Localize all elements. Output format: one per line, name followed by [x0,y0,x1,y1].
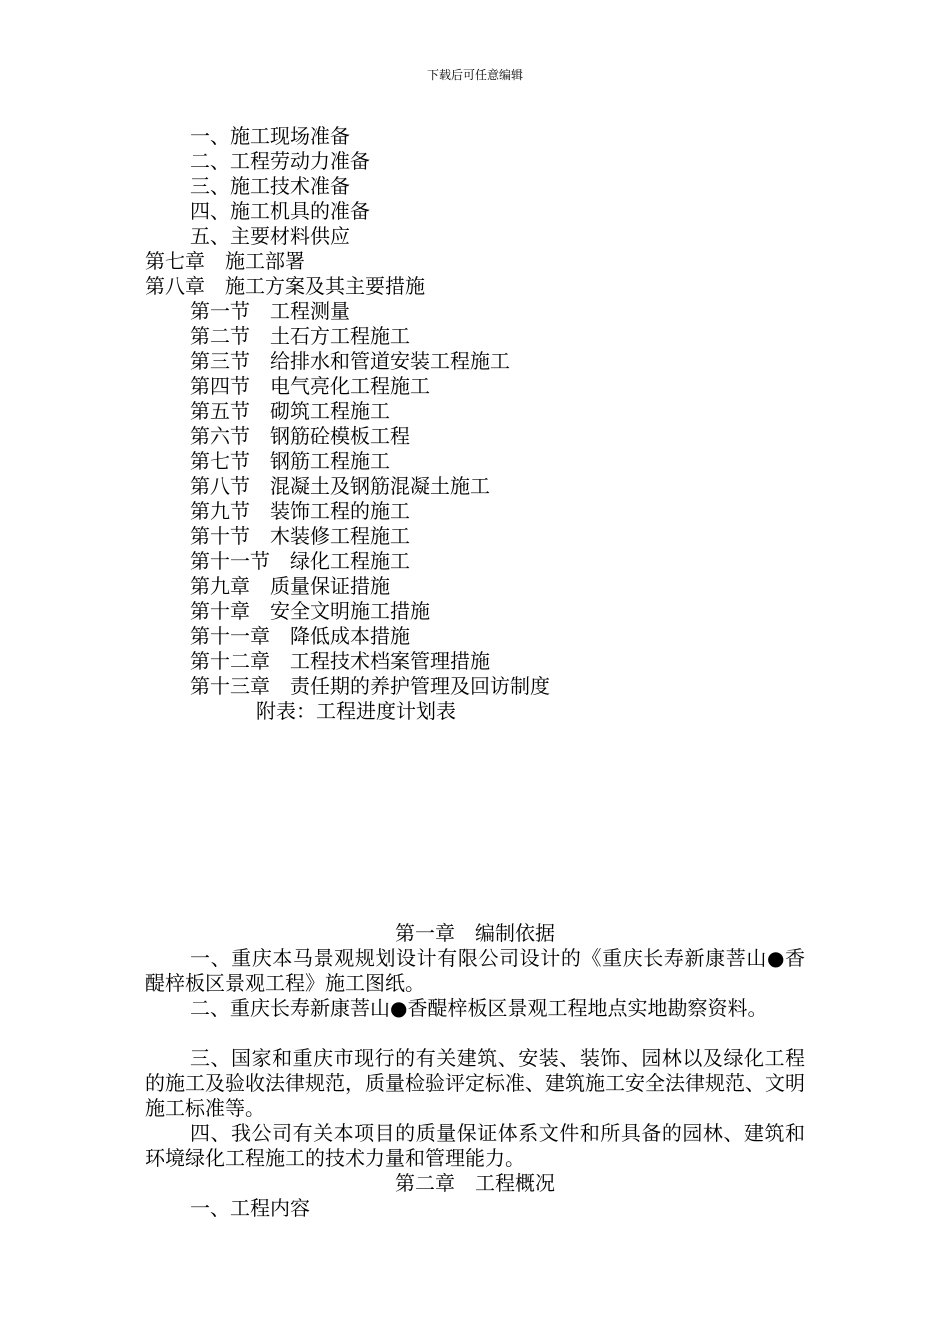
toc-entry-number: 第八节 [190,474,250,498]
toc-entry-number: 二、 [190,149,230,173]
chapter-number: 第一章 [395,921,455,945]
toc-entry-title: 砌筑工程施工 [270,399,390,423]
toc-entry [190,549,410,574]
toc-entry-title: 电气亮化工程施工 [270,374,430,398]
toc-entry [190,674,550,699]
toc-appendix [256,699,456,724]
toc-entry [190,574,390,599]
toc-entry-title: 施工技术准备 [230,174,350,198]
toc-entry [190,349,510,374]
toc-entry-number: 第十一章 [190,624,270,648]
page-header: 下载后可任意编辑 [426,68,523,82]
toc-entry-title: 安全文明施工措施 [270,599,430,623]
toc-entry-number: 第五节 [190,399,250,423]
chapter-title: 编制依据 [475,921,555,945]
toc-entry-title: 施工机具的准备 [230,199,370,223]
toc-entry-number: 三、 [190,174,230,198]
toc-entry [190,199,370,224]
chapter-1-paragraph: 三、国家和重庆市现行的有关建筑、安装、装饰、园林以及绿化工程的施工及验收法律规范，质量检验评定标准、建筑施工安全法律规范、文明施工标准等。 [145,1046,805,1120]
toc-entry-number: 第十二章 [190,649,270,673]
toc-chapter [145,249,305,274]
toc-entry-number: 第九章 [190,574,250,598]
toc-entry [190,124,350,149]
toc-entry-number: 第一节 [190,299,250,323]
toc-entry-number: 第九节 [190,499,250,523]
toc-entry-title: 施工部署 [225,249,305,273]
toc-entry-title: 装饰工程的施工 [270,499,410,523]
chapter-2-heading [0,1171,950,1196]
toc-entry [190,499,410,524]
toc-entry [190,174,350,199]
toc-entry-number: 附表： [256,699,316,723]
toc-entry [190,524,410,549]
chapter-1-heading [0,921,950,946]
toc-entry-number: 第八章 [145,274,205,298]
toc-entry-number: 第七节 [190,449,250,473]
toc-entry-title: 给排水和管道安装工程施工 [270,349,510,373]
toc-entry [190,649,490,674]
toc-entry-number: 第十一节 [190,549,270,573]
toc-entry-title: 绿化工程施工 [290,549,410,573]
toc-entry-number: 第十三章 [190,674,270,698]
chapter-1-paragraph: 四、我公司有关本项目的质量保证体系文件和所具备的园林、建筑和环境绿化工程施工的技术力量和管理能力。 [145,1121,805,1170]
toc-entry [190,374,430,399]
toc-entry-title: 施工方案及其主要措施 [225,274,425,298]
toc-entry-title: 钢筋工程施工 [270,449,390,473]
toc-entry-title: 钢筋砼模板工程 [270,424,410,448]
toc-entry [190,424,410,449]
toc-entry [190,399,390,424]
toc-entry-number: 第十章 [190,599,250,623]
toc-entry-number: 第七章 [145,249,205,273]
toc-entry-number: 第四节 [190,374,250,398]
toc-entry-title: 土石方工程施工 [270,324,410,348]
toc-entry-title: 工程测量 [270,299,350,323]
chapter-1-paragraph: 二、重庆长寿新康菩山●香醍梓板区景观工程地点实地勘察资料。 [190,996,768,1020]
toc-entry-number: 一、 [190,124,230,148]
toc-entry [190,149,370,174]
toc-entry-number: 四、 [190,199,230,223]
toc-entry-number: 第二节 [190,324,250,348]
toc-entry-title: 工程进度计划表 [316,699,456,723]
toc-entry-number: 第六节 [190,424,250,448]
toc-entry-title: 责任期的养护管理及回访制度 [290,674,550,698]
toc-entry-number: 第三节 [190,349,250,373]
chapter-1-paragraph: 一、重庆本马景观规划设计有限公司设计的《重庆长寿新康菩山●香醍梓板区景观工程》施工图纸。 [145,946,805,995]
toc-entry [190,324,410,349]
toc-entry-title: 降低成本措施 [290,624,410,648]
toc-entry [190,624,410,649]
toc-entry [190,224,350,249]
toc-entry-title: 质量保证措施 [270,574,390,598]
toc-entry [190,599,430,624]
chapter-title: 工程概况 [475,1171,555,1195]
toc-chapter [145,274,425,299]
toc-entry [190,449,390,474]
chapter-2-item: 一、工程内容 [190,1196,310,1220]
chapter-number: 第二章 [395,1171,455,1195]
toc-entry-title: 施工现场准备 [230,124,350,148]
toc-entry-number: 五、 [190,224,230,248]
toc-entry [190,474,490,499]
toc-entry-title: 混凝土及钢筋混凝土施工 [270,474,490,498]
toc-entry-title: 主要材料供应 [230,224,350,248]
toc-entry-title: 工程劳动力准备 [230,149,370,173]
toc-entry-title: 工程技术档案管理措施 [290,649,490,673]
toc-entry-number: 第十节 [190,524,250,548]
toc-entry-title: 木装修工程施工 [270,524,410,548]
toc-entry [190,299,350,324]
